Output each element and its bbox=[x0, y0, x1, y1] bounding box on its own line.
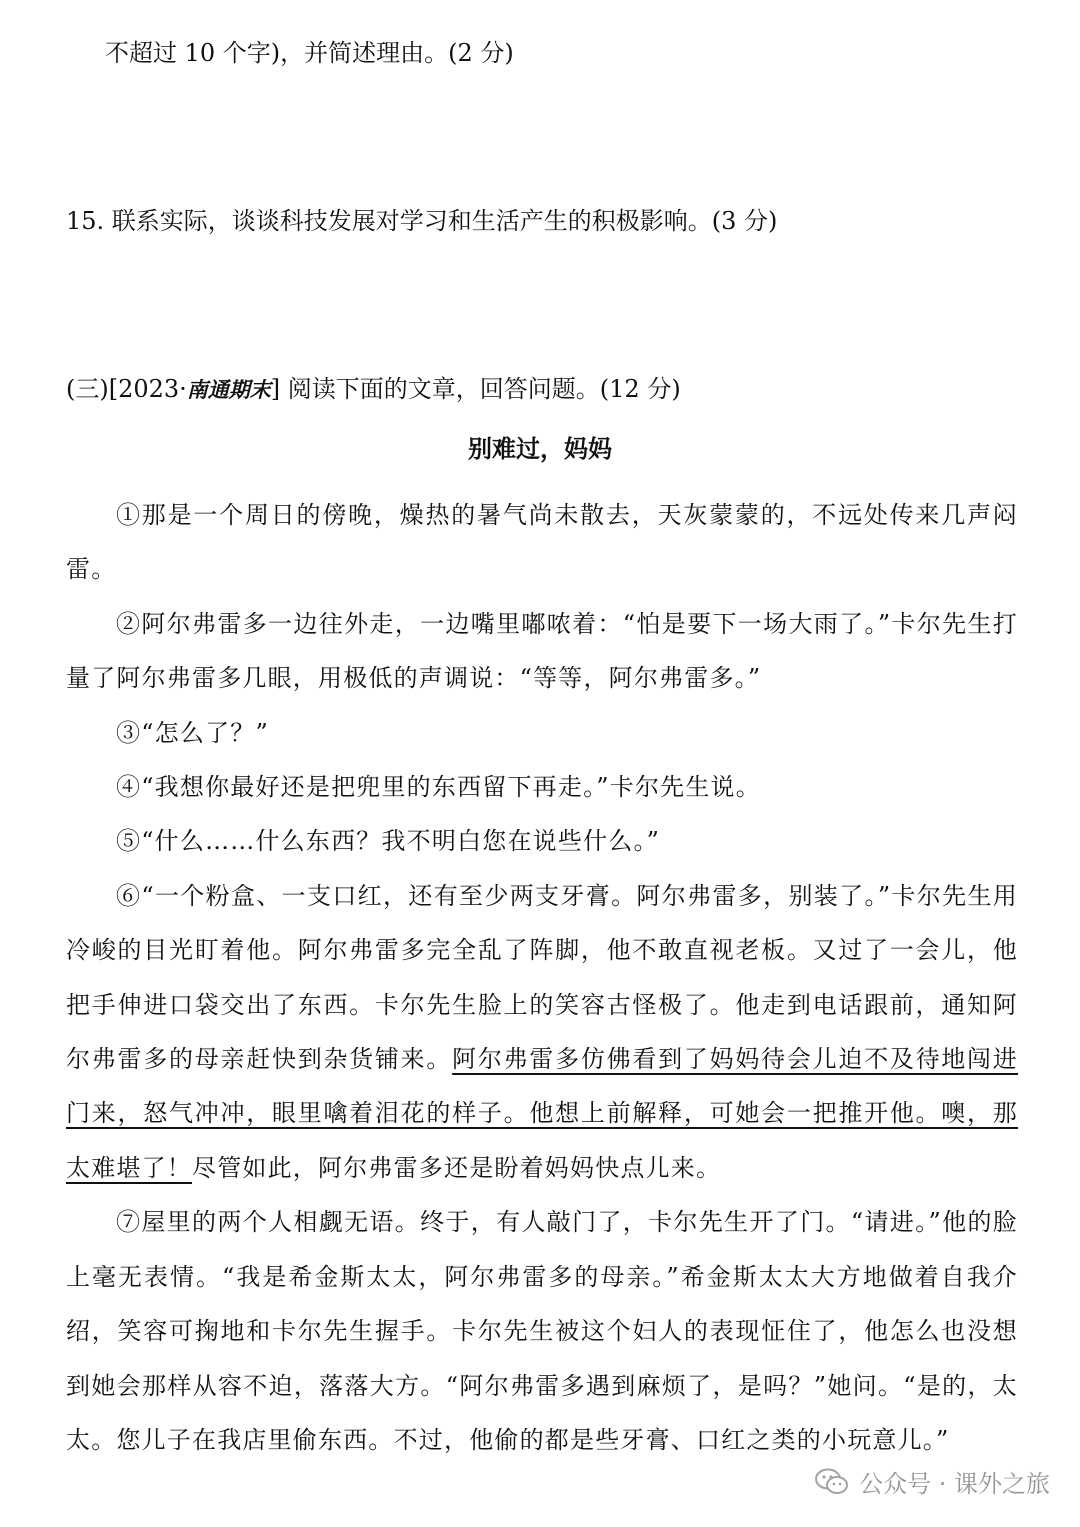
article-title: 别难过，妈妈 bbox=[468, 435, 612, 463]
paragraph-6 bbox=[66, 869, 1018, 1195]
paragraph-2: ②阿尔弗雷多一边往外走，一边嘴里嘟哝着：“怕是要下一场大雨了。”卡尔先生打量了阿尔弗雷多几眼，用极低的声调说：“等等，阿尔弗雷多。” bbox=[66, 609, 1018, 693]
watermark bbox=[815, 1464, 1050, 1499]
paragraph-1: ①那是一个周日的傍晚，燥热的暑气尚未散去，天灰蒙蒙的，不远处传来几声闷雷。 bbox=[66, 501, 1018, 584]
watermark-label: 公众号 · 课外之旅 bbox=[859, 1470, 1050, 1498]
section-source: 南通期末 bbox=[186, 377, 271, 402]
section-suffix: ] 阅读下面的文章，回答问题。(12 分) bbox=[270, 375, 681, 403]
paragraph-4: ④“我想你最好还是把兜里的东西留下再走。”卡尔先生说。 bbox=[116, 773, 761, 802]
wechat-icon bbox=[815, 1468, 849, 1496]
article-body bbox=[66, 488, 1018, 1467]
paragraph-7: ⑦屋里的两个人相觑无语。终于，有人敲门了，卡尔先生开了门。“请进。”他的脸上毫无表情。“我是希金斯太太，阿尔弗雷多的母亲。”希金斯太太大方地做着自我介绍，笑容可掬地和卡尔先生握手。卡尔先生被这个妇人的表现怔住了，他怎么也没想到她会那样从容不迫，落落大方。“阿尔弗雷多遇到麻烦了，是吗？”她问。“是的，太太。您儿子在我店里偷东西。不过，他偷的都是些牙膏、口红之类的小玩意儿。” bbox=[66, 1208, 1018, 1454]
paragraph-6-start: ⑥“一个粉盒、一支口红，还有至少两支牙膏。阿尔弗雷多，别装了。”卡尔先生用冷峻的目光盯着他。阿尔弗雷多完全乱了阵脚，他不敢直视老板。又过了一会儿，他把手伸进口袋交出了东西。卡尔先生脸上的笑容古怪极了。他走到电话跟前，通知阿尔弗雷多的母亲赶快到杂货铺来。 bbox=[66, 881, 1018, 1074]
paragraph-3: ③“怎么了？” bbox=[116, 718, 269, 747]
paragraph-5: ⑤“什么……什么东西？我不明白您在说些什么。” bbox=[116, 827, 661, 856]
question-15: 15. 联系实际，谈谈科技发展对学习和生活产生的积极影响。(3 分) bbox=[66, 207, 778, 235]
question-14-continuation: 不超过 10 个字)，并简述理由。(2 分) bbox=[105, 39, 514, 67]
section-heading bbox=[66, 372, 681, 407]
underlined-passage: 阿尔弗雷多仿佛看到了妈妈待会儿迫不及待地闯进门来，怒气冲冲，眼里噙着泪花的样子。他想上前解释，可她会一把推开他。噢，那太难堪了！ bbox=[66, 1045, 1018, 1182]
section-prefix: (三)[2023· bbox=[66, 375, 187, 403]
paragraph-6-end: 尽管如此，阿尔弗雷多还是盼着妈妈快点儿来。 bbox=[192, 1153, 722, 1182]
